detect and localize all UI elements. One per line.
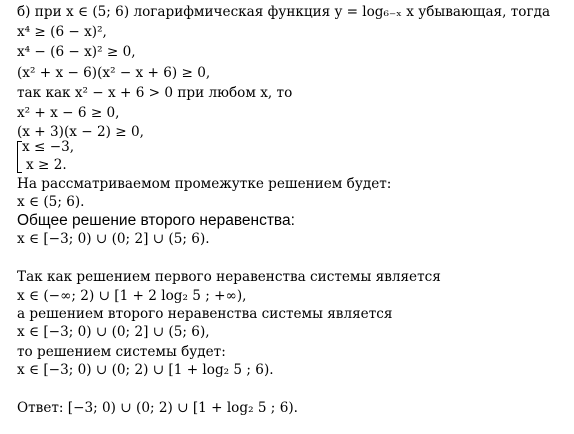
solution-line-5: так как x² − x + 6 > 0 при любом x, то bbox=[17, 85, 293, 101]
solution-line-17: x ∈ [−3; 0) ∪ (0; 2] ∪ (5; 6), bbox=[17, 324, 210, 340]
solution-line-6: x² + x − 6 ≥ 0, bbox=[17, 105, 120, 121]
system-line-1: x ≤ −3, bbox=[22, 139, 75, 155]
solution-line-10: На рассматриваемом промежутке решением будет: bbox=[17, 176, 392, 192]
solution-line-15: x ∈ (−∞; 2) ∪ [1 + 2 log₂ 5 ; +∞), bbox=[17, 288, 247, 304]
solution-line-7: (x + 3)(x − 2) ≥ 0, bbox=[17, 124, 144, 140]
solution-line-2: x⁴ ≥ (6 − x)², bbox=[17, 24, 107, 40]
solution-line-18: то решением системы будет: bbox=[17, 344, 226, 360]
solution-line-14: Так как решением первого неравенства системы является bbox=[17, 269, 441, 285]
solution-line-1: б) при x ∈ (5; 6) логарифмическая функция y = log₆₋ₓ x убывающая, тогда bbox=[17, 4, 551, 20]
solution-line-19: x ∈ [−3; 0) ∪ (0; 2) ∪ [1 + log₂ 5 ; 6). bbox=[17, 362, 274, 378]
solution-line-4: (x² + x − 6)(x² − x + 6) ≥ 0, bbox=[17, 65, 211, 81]
solution-line-13: x ∈ [−3; 0) ∪ (0; 2] ∪ (5; 6). bbox=[17, 231, 210, 247]
system-line-2: x ≥ 2. bbox=[26, 157, 67, 173]
answer-line: Ответ: [−3; 0) ∪ (0; 2) ∪ [1 + log₂ 5 ; 6). bbox=[17, 400, 298, 416]
solution-line-3: x⁴ − (6 − x)² ≥ 0, bbox=[17, 44, 136, 60]
solution-line-16: а решением второго неравенства системы является bbox=[17, 306, 393, 322]
solution-line-11: x ∈ (5; 6). bbox=[17, 194, 85, 210]
solution-heading: Общее решение второго неравенства: bbox=[17, 212, 295, 229]
